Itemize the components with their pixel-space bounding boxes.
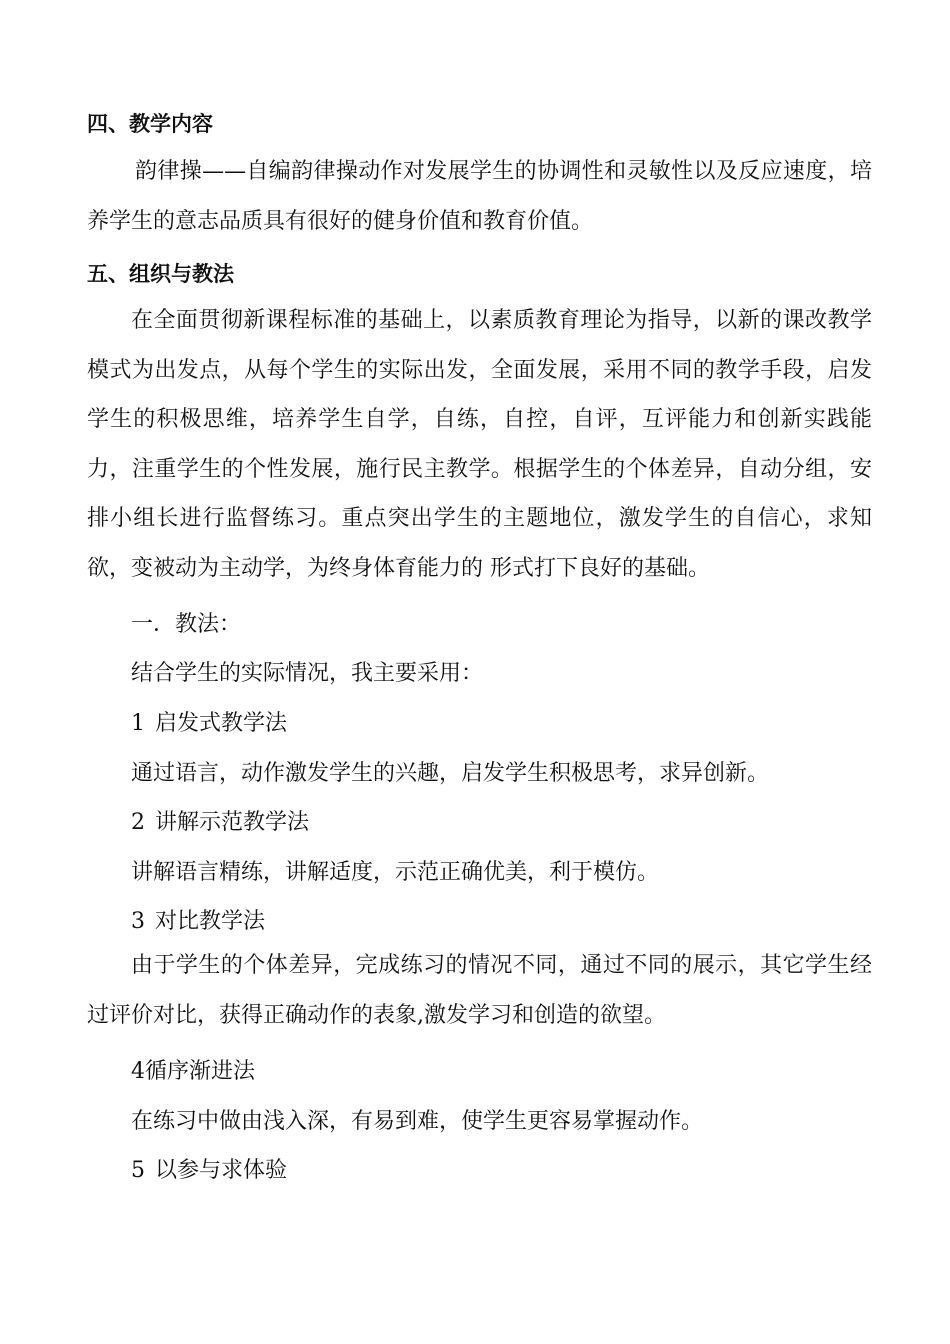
method-number: 3 — [131, 909, 145, 934]
method-item-2-title — [131, 805, 916, 836]
method-name: 启发式教学法 — [155, 711, 288, 736]
method-name: 对比教学法 — [155, 909, 266, 934]
teaching-content-paragraph: 韵律操——自编韵律操动作对发展学生的协调性和灵敏性以及反应速度，培养学生的意志品质具有很好的健身价值和教育价值。 — [87, 159, 872, 234]
method-item-3-description: 由于学生的个体差异，完成练习的情况不同，通过不同的展示，其它学生经过评价对比，获得正确动作的表象,激发学习和创造的欲望。 — [87, 953, 872, 1028]
method-number: 5 — [131, 1158, 145, 1183]
section-heading-teaching-content: 四、教学内容 — [87, 112, 213, 136]
methods-intro: 结合学生的实际情况，我主要采用： — [131, 661, 484, 686]
method-item-5-title — [131, 1153, 916, 1184]
organization-methods-paragraph: 在全面贯彻新课程标准的基础上，以素质教育理论为指导，以新的课改教学模式为出发点，从每个学生的实际出发，全面发展，采用不同的教学手段，启发学生的积极思维，培养学生自学，自练，自控，自评，互评能力和创新实践能力，注重学生的个性发展，施行民主教学。根据学生的个体差异，自动分组，安排小组长进行监督练习。重点突出学生的主题地位，激发学生的自信心，求知欲，变被动为主动学，为终身体育能力的 形式打下良好的基础。 — [87, 308, 872, 581]
method-number: 4 — [131, 1059, 145, 1084]
method-name: 以参与求体验 — [155, 1158, 288, 1183]
section-heading-organization-methods: 五、组织与教法 — [87, 262, 234, 286]
method-item-4-description: 在练习中做由浅入深，有易到难，使学生更容易掌握动作。 — [131, 1109, 704, 1134]
method-name: 循序渐进法 — [145, 1059, 256, 1084]
method-item-1-description: 通过语言，动作激发学生的兴趣，启发学生积极思考，求异创新。 — [131, 761, 770, 786]
method-number: 2 — [131, 810, 145, 835]
method-item-1-title — [131, 706, 916, 737]
method-name: 讲解示范教学法 — [155, 810, 310, 835]
method-item-2-description: 讲解语言精练，讲解适度，示范正确优美，利于模仿。 — [131, 860, 660, 885]
method-item-3-title — [131, 904, 916, 935]
method-number: 1 — [131, 711, 145, 736]
methods-title: 一．教法： — [131, 612, 242, 637]
method-item-4-title — [131, 1054, 916, 1085]
